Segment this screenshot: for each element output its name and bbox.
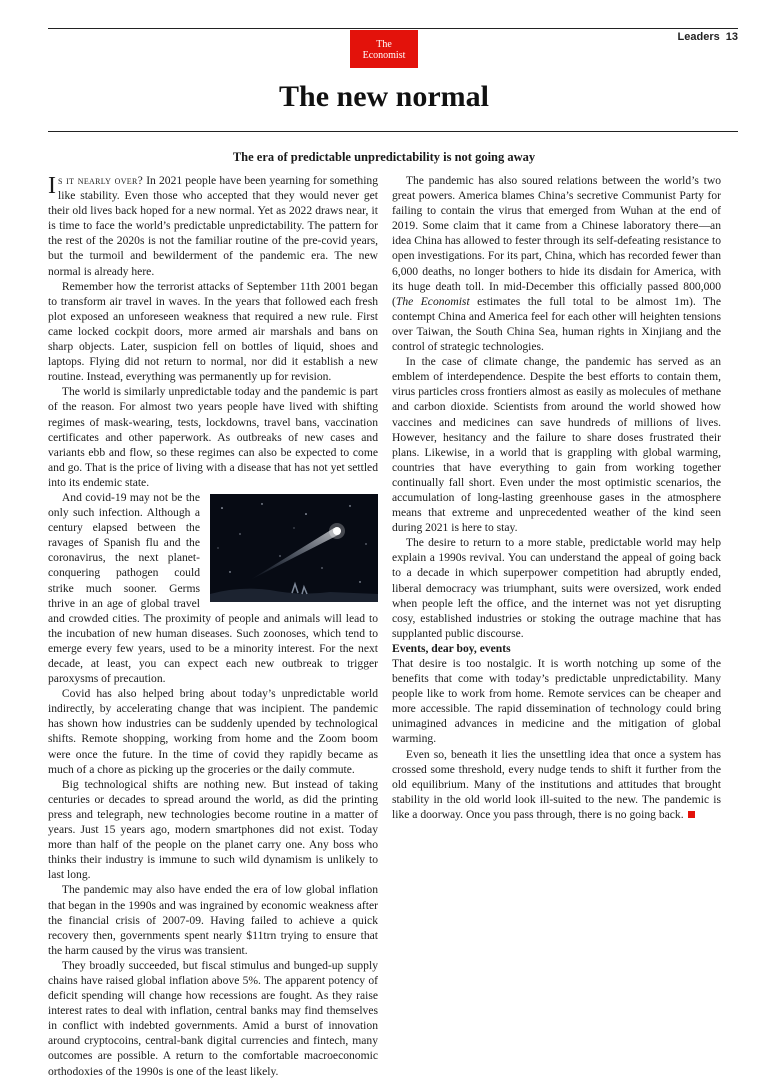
paragraph-4 [48,490,378,686]
subheading: Events, dear boy, events [392,641,511,655]
paragraph-11: The desire to return to a more stable, predictable world may help explain a 1990s revival. You can understand the appeal of going back to a decade in which superpower competition had abruptly ended, liberal democracy was triumphant, suits were oversized, work ended when people left the office, and the internet was not yet disrupting cosy, established industries or stoking the outrage machine that has supplanted public discourse. [392,536,721,640]
paragraph-1-text: In 2021 people have been yearning for something like stability. Even those who accepted that they would never get their old lives back hoped for a new normal. Yet as 2022 draws near, it is time to face the world’s predictable unpredictability. The pattern for the rest of the 2020s is not the familiar routine of the pre-covid years, but the turmoil and bewilderment of the pandemic era. The new normal is already here. [48,174,379,278]
paragraph-9 [392,173,721,354]
end-mark-icon [688,811,695,818]
logo-line-1: The [376,39,392,50]
paragraph-8: They broadly succeeded, but fiscal stimulus and bunged-up supply chains have raised global inflation above 5%. The apparent potency of deficit spending will change how recessions are fought. As they raise interest rates to deal with inflation, central banks may find themselves in conflict with indebted governments. Amid a burst of innovation around cryptocoins, central-bank digital currencies and fintech, many outcomes are possible. A return to the comfortable macroeconomic orthodoxies of the 1990s is one of the least likely. [48,958,378,1078]
paragraph-9-text-b: estimates the full total to be almost 1m). The contempt China and America feel for each other will heighten tensions over Taiwan, the South China Sea, human rights in Xinjiang and the control of strategic technologies. [392,294,721,354]
right-column [392,173,721,822]
section-header [678,31,738,43]
lead-in: s it nearly over? [58,174,144,187]
paragraph-6: Big technological shifts are nothing new. But instead of taking centuries or decades to spread around the world, as did the printing press and telegraph, new technologies become routine in a matter of years. Just 15 years ago, modern smartphones did not exist. Today more than half of the people on the planet carry one. Any boss who thinks their industry is immune to such wild dynamism is unlikely to last long. [48,777,378,882]
comet-image [210,494,378,602]
publication-name: The Economist [395,294,470,308]
page-number: 13 [725,31,738,43]
paragraph-10: In the case of climate change, the pandemic has served as an emblem of interdependence. Despite the best efforts to contain them, virus particles cross frontiers almost as easily as molecules of methane and carbon dioxide. Scientists from around the world showed how vaccines and medicines can save hundreds of millions of lives. However, hesitancy and the failure to share doses frustrated their plans. Likewise, in a world that is grappling with global warming, countries that have everything to gain from working together continually fall short. Even under the most optimistic scenarios, the accumulation of long-lasting greenhouse gases in the atmosphere means that extreme and unprecedented weather of the kind seen during 2021 is here to stay. [392,355,721,535]
drop-cap: I [48,173,56,199]
headline-rule [48,131,738,132]
section-name: Leaders [677,31,720,43]
paragraph-9-text-a: The pandemic has also soured relations between the world’s two great powers. America blames China’s secretive Communist Party for failing to contain the virus that emerged from Wuhan at the end of 2019. Some claim that it came from a Chinese laboratory there—an idea China has allowed to fester through its self-defeating resistance to open investigations. For its part, China, which has recorded fewer than 6,000 deaths, no longer bothers to hide its disdain for America, with its huge death toll. In mid-December this officially passed 800,000 ( [392,174,721,308]
paragraph-13 [392,747,721,822]
paragraph-3: The world is similarly unpredictable today and the pandemic is part of the reason. For almost two years people have lived with shifting regimes of mask-wearing, tests, lockdowns, travel bans, vaccination certificates and other paperwork. As outbreaks of new cases and variants ebb and flow, so these regimes can also be expected to come and go. That is the price of living with a disease that has not yet settled into its endemic state. [48,385,378,489]
standfirst: The era of predictable unpredictability is not going away [232,150,536,164]
logo-line-2: Economist [362,50,406,61]
paragraph-13-text: Even so, beneath it lies the unsettling idea that once a system has crossed some threshold, every nudge tends to shift it further from the old equilibrium. Many of the institutions and attitudes that brought stability in the old world look ill-suited to the new. The pandemic is like a doorway. Once you pass through, there is no going back. [392,747,721,821]
left-column [48,173,378,1079]
comet-illustration [210,494,378,602]
paragraph-7: The pandemic may also have ended the era of low global inflation that began in the 1990s and was ingrained by economic weakness after the financial crisis of 2007-09. Having failed to achieve a quick recovery then, governments spent nearly $11trn trying to ensure that the harm caused by the virus was transient. [48,883,378,957]
top-rule [48,28,738,29]
paragraph-1 [48,173,378,279]
paragraph-12: That desire is too nostalgic. It is worth notching up some of the benefits that come with today’s predictable unpredictability. Many people like to work from home. Remote services can be cheaper and more accessible. The rapid dissemination of technology could bring unimagined advances in medicine and the mitigation of global warming. [392,657,721,746]
paragraph-4-text: And covid-19 may not be the only such infection. Although a century elapsed between the ravages of Spanish flu and the coronavirus, the next planet-conquering pathogen could strike much sooner. Germs thrive in an age of global travel and crowded cities. The proximity of people and animals will lead to the incubation of new human diseases. Such zoonoses, which tend to emerge every few years, used to be a minority interest. For the next decade, at least, you can expect each new outbreak to trigger paroxysms of precaution. [48,490,378,686]
paragraph-2: Remember how the terrorist attacks of September 11th 2001 began to transform air travel in waves. In the years that followed each fresh plot exposed an unforeseen weakness that required a new rule. First came locked cockpit doors, more armed air marshals and bans on sharp objects. Later, suspicion fell on bottles of liquid, shoes and laptops. Flying did not return to normal, nor did it establish a new routine. Instead, everything was permanently up for revision. [48,279,378,384]
economist-logo [350,30,418,68]
paragraph-5: Covid has also helped bring about today’s unpredictable world indirectly, by accelerating change that was incipient. The pandemic has shown how industries can be suddenly upended by technological shifts. Remote shopping, working from home and the Zoom boom were once the future. In the time of covid they rapidly became as much of a chore as picking up the groceries or the daily commute. [48,687,378,776]
headline: The new normal [279,80,489,113]
